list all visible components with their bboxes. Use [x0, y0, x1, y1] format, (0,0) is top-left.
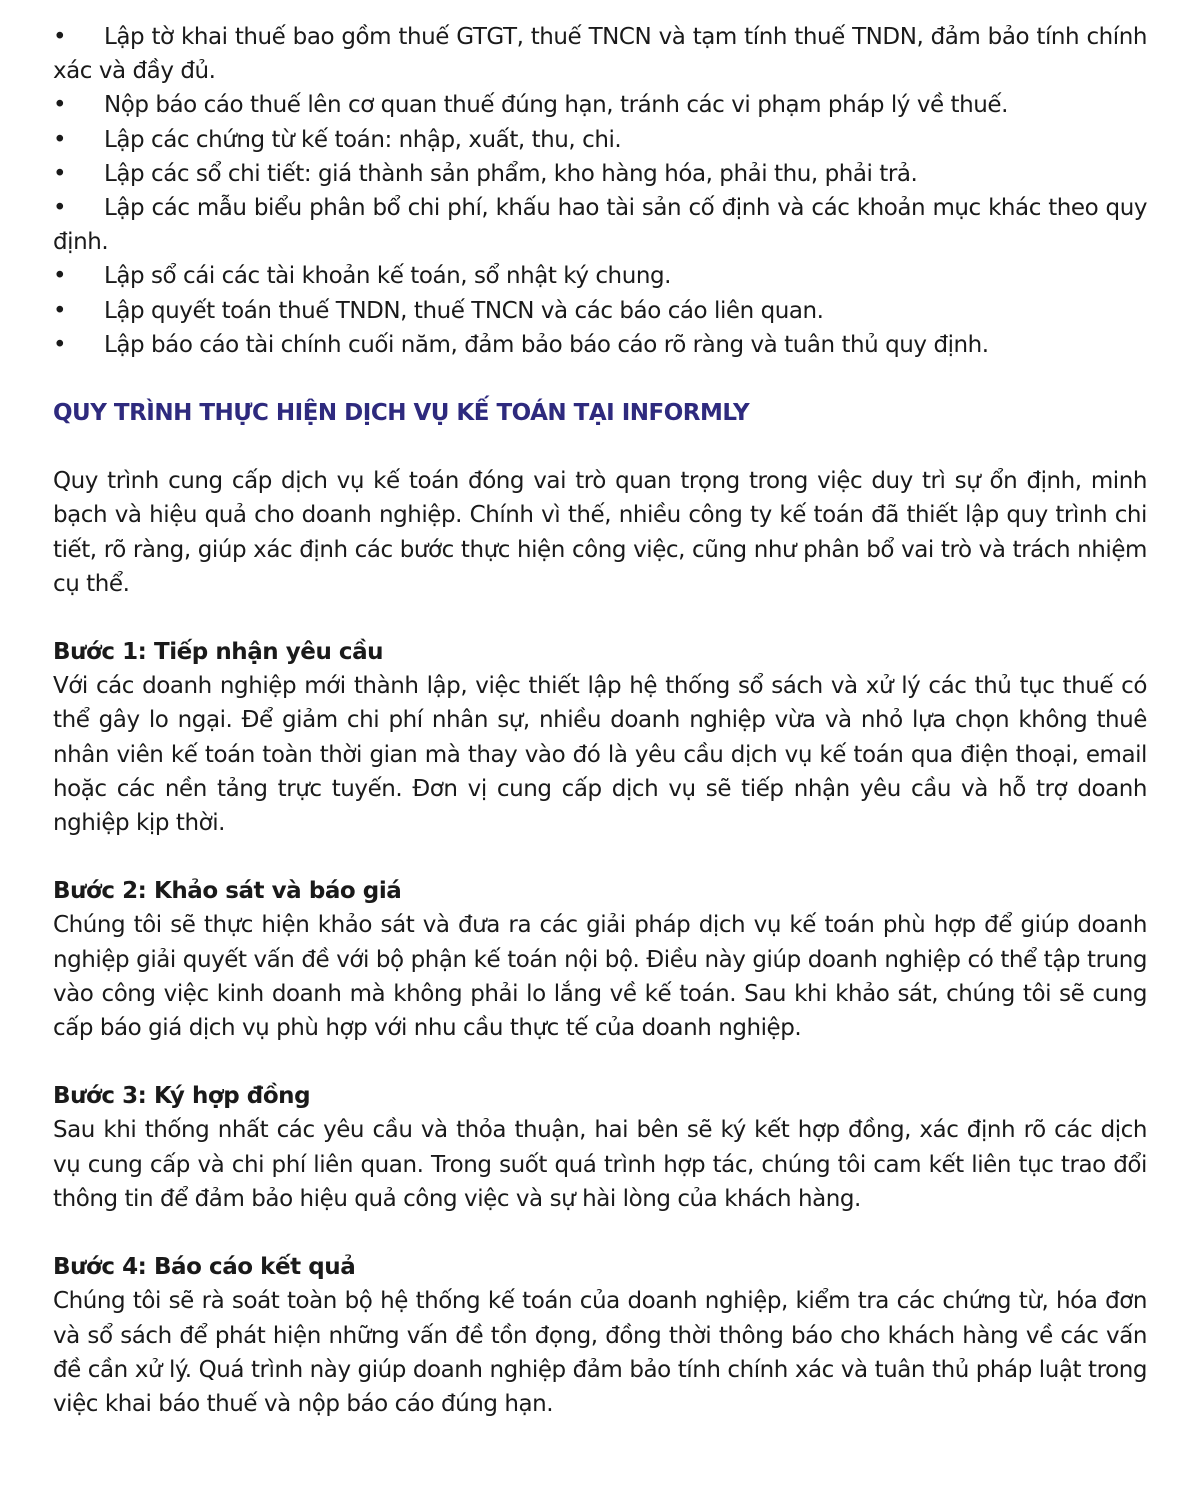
list-item-text: Lập các sổ chi tiết: giá thành sản phẩm, kho hàng hóa, phải thu, phải trả.	[104, 160, 918, 187]
list-item	[53, 20, 1147, 88]
step-title: Bước 1: Tiếp nhận yêu cầu	[53, 639, 384, 666]
section-intro: Quy trình cung cấp dịch vụ kế toán đóng vai trò quan trọng trong việc duy trì sự ổn định, minh bạch và hiệu quả cho doanh nghiệp. Chính vì thế, nhiều công ty kế toán đã thiết lập quy trình chi tiết, rõ ràng, giúp xác định các bước thực hiện công việc, cũng như phân bổ vai trò và trách nhiệm cụ thể.	[53, 468, 1147, 597]
bullet-icon: •	[53, 297, 67, 324]
list-item	[53, 259, 1147, 293]
step-body: Sau khi thống nhất các yêu cầu và thỏa thuận, hai bên sẽ ký kết hợp đồng, xác định rõ các dịch vụ cung cấp và chi phí liên quan. Trong suốt quá trình hợp tác, chúng tôi cam kết liên tục trao đổi thông tin để đảm bảo hiệu quả công việc và sự hài lòng của khách hàng.	[53, 1117, 1147, 1212]
step-body: Chúng tôi sẽ thực hiện khảo sát và đưa ra các giải pháp dịch vụ kế toán phù hợp để giúp doanh nghiệp giải quyết vấn đề với bộ phận kế toán nội bộ. Điều này giúp doanh nghiệp có thể tập trung vào công việc kinh doanh mà không phải lo lắng về kế toán. Sau khi khảo sát, chúng tôi sẽ cung cấp báo giá dịch vụ phù hợp với nhu cầu thực tế của doanh nghiệp.	[53, 912, 1147, 1042]
list-item-text: Lập báo cáo tài chính cuối năm, đảm bảo báo cáo rõ ràng và tuân thủ quy định.	[104, 331, 989, 358]
list-item	[53, 328, 1147, 362]
step-1	[53, 635, 1147, 840]
bullet-icon: •	[53, 263, 67, 290]
step-title: Bước 2: Khảo sát và báo giá	[53, 878, 402, 905]
list-item	[53, 88, 1147, 122]
list-item	[53, 157, 1147, 191]
list-item	[53, 191, 1147, 259]
list-item-text: Lập tờ khai thuế bao gồm thuế GTGT, thuế TNCN và tạm tính thuế TNDN, đảm bảo tính chính xác và đầy đủ.	[53, 24, 1147, 85]
step-4	[53, 1250, 1147, 1421]
step-title: Bước 4: Báo cáo kết quả	[53, 1254, 356, 1281]
step-body: Chúng tôi sẽ rà soát toàn bộ hệ thống kế toán của doanh nghiệp, kiểm tra các chứng từ, hóa đơn và sổ sách để phát hiện những vấn đề tồn đọng, đồng thời thông báo cho khách hàng về các vấn đề cần xử lý. Quá trình này giúp doanh nghiệp đảm bảo tính chính xác và tuân thủ pháp luật trong việc khai báo thuế và nộp báo cáo đúng hạn.	[53, 1288, 1147, 1417]
step-title: Bước 3: Ký hợp đồng	[53, 1083, 311, 1110]
bullet-icon: •	[53, 24, 67, 50]
bullet-icon: •	[53, 126, 67, 153]
bullet-icon: •	[53, 92, 67, 119]
step-3	[53, 1079, 1147, 1216]
bullet-icon: •	[53, 160, 67, 187]
service-task-list	[53, 20, 1147, 362]
step-body: Với các doanh nghiệp mới thành lập, việc thiết lập hệ thống sổ sách và xử lý các thủ tục thuế có thể gây lo ngại. Để giảm chi phí nhân sự, nhiều doanh nghiệp vừa và nhỏ lựa chọn không thuê nhân viên kế toán toàn thời gian mà thay vào đó là yêu cầu dịch vụ kế toán qua điện thoại, email hoặc các nền tảng trực tuyến. Đơn vị cung cấp dịch vụ sẽ tiếp nhận yêu cầu và hỗ trợ doanh nghiệp kịp thời.	[53, 673, 1147, 837]
list-item-text: Nộp báo cáo thuế lên cơ quan thuế đúng hạn, tránh các vi phạm pháp lý về thuế.	[104, 92, 1008, 119]
section-heading: QUY TRÌNH THỰC HIỆN DỊCH VỤ KẾ TOÁN TẠI INFORMLY	[53, 400, 750, 427]
list-item	[53, 294, 1147, 328]
list-item-text: Lập quyết toán thuế TNDN, thuế TNCN và các báo cáo liên quan.	[104, 297, 824, 324]
step-2	[53, 874, 1147, 1045]
bullet-icon: •	[53, 195, 67, 222]
list-item	[53, 123, 1147, 157]
list-item-text: Lập sổ cái các tài khoản kế toán, sổ nhật ký chung.	[104, 263, 671, 290]
bullet-icon: •	[53, 331, 67, 358]
list-item-text: Lập các mẫu biểu phân bổ chi phí, khấu hao tài sản cố định và các khoản mục khác theo quy định.	[53, 195, 1147, 256]
list-item-text: Lập các chứng từ kế toán: nhập, xuất, thu, chi.	[104, 126, 622, 153]
